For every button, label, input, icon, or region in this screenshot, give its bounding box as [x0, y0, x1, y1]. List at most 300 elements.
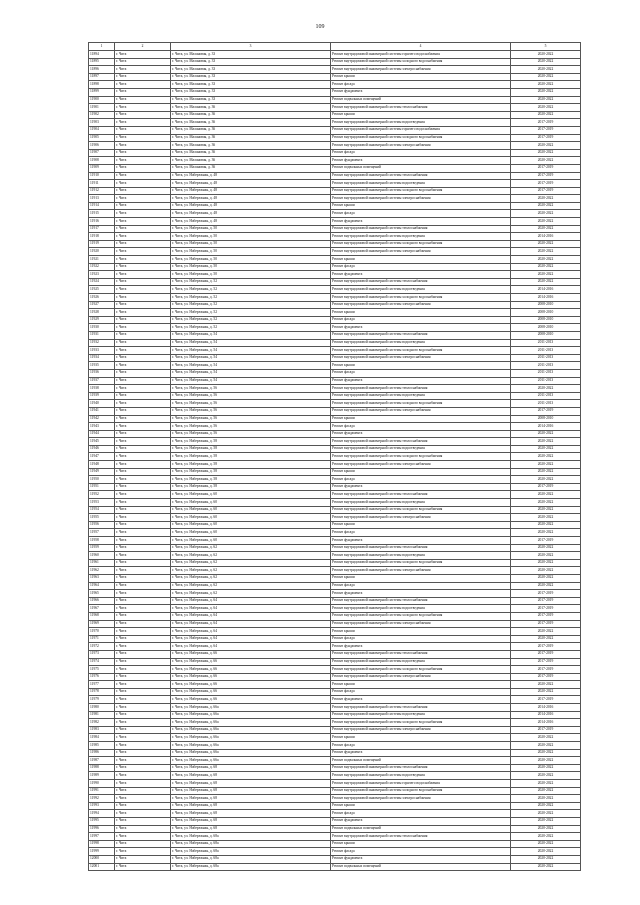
cell-period: 2020-2022 — [511, 476, 581, 484]
cell-work-type: Ремонт внутридомовой инженерной системы холодного водоснабжения — [331, 612, 511, 620]
cell-address: г. Чита, ул. Набережная, д. 56 — [171, 385, 331, 393]
cell-row-number: 11984 — [89, 734, 115, 742]
cell-settlement: г. Чита — [115, 825, 171, 833]
table-row — [89, 461, 581, 469]
cell-work-type: Ремонт фундамента — [331, 590, 511, 598]
cell-row-number: 11993 — [89, 802, 115, 810]
table-row — [89, 605, 581, 613]
cell-row-number: 11956 — [89, 521, 115, 529]
table-row — [89, 316, 581, 324]
cell-period: 2017-2019 — [511, 119, 581, 127]
table-row — [89, 476, 581, 484]
table-body — [89, 51, 581, 871]
table-row — [89, 149, 581, 157]
cell-address: г. Чита, ул. Набережная, д. 66а — [171, 711, 331, 719]
cell-period: 2020-2022 — [511, 491, 581, 499]
cell-work-type: Ремонт подвальных помещений — [331, 863, 511, 871]
cell-work-type: Ремонт фундамента — [331, 430, 511, 438]
cell-settlement: г. Чита — [115, 787, 171, 795]
cell-work-type: Ремонт внутридомовой инженерной системы электроснабжения — [331, 407, 511, 415]
cell-address: г. Чита, ул. Набережная, д. 68 — [171, 810, 331, 818]
cell-settlement: г. Чита — [115, 597, 171, 605]
cell-address: г. Чита, ул. Набережная, д. 60 — [171, 491, 331, 499]
cell-work-type: Ремонт внутридомовой инженерной системы водоотведения — [331, 119, 511, 127]
table-row — [89, 309, 581, 317]
cell-work-type: Ремонт крыши — [331, 202, 511, 210]
table-row — [89, 650, 581, 658]
cell-work-type: Ремонт внутридомовой инженерной системы электроснабжения — [331, 461, 511, 469]
cell-period: 2017-2019 — [511, 673, 581, 681]
cell-address: г. Чита, ул. Набережная, д. 64 — [171, 597, 331, 605]
table-row — [89, 369, 581, 377]
cell-work-type: Ремонт фундамента — [331, 855, 511, 863]
cell-settlement: г. Чита — [115, 719, 171, 727]
cell-address: г. Чита, ул. Набережная, д. 48 — [171, 202, 331, 210]
table-row — [89, 407, 581, 415]
cell-period: 2017-2019 — [511, 180, 581, 188]
cell-period: 2017-2019 — [511, 605, 581, 613]
cell-period: 2020-2022 — [511, 248, 581, 256]
cell-period: 2014-2016 — [511, 719, 581, 727]
cell-address: г. Чита, ул. Набережная, д. 54 — [171, 362, 331, 370]
table-row — [89, 225, 581, 233]
cell-settlement: г. Чита — [115, 491, 171, 499]
table-row — [89, 620, 581, 628]
cell-settlement: г. Чита — [115, 521, 171, 529]
column-header-1: 1 — [89, 43, 115, 51]
table-row — [89, 278, 581, 286]
cell-row-number: 11932 — [89, 339, 115, 347]
cell-settlement: г. Чита — [115, 605, 171, 613]
cell-work-type: Ремонт внутридомовой инженерной системы электроснабжения — [331, 66, 511, 74]
cell-row-number: 11931 — [89, 331, 115, 339]
cell-period: 2020-2022 — [511, 385, 581, 393]
cell-period: 2008-2010 — [511, 309, 581, 317]
cell-work-type: Ремонт фасада — [331, 423, 511, 431]
cell-work-type: Ремонт внутридомовой инженерной системы водоотведения — [331, 552, 511, 560]
cell-work-type: Ремонт фундамента — [331, 749, 511, 757]
cell-settlement: г. Чита — [115, 749, 171, 757]
table-row — [89, 483, 581, 491]
cell-work-type: Ремонт фасада — [331, 742, 511, 750]
cell-row-number: 11939 — [89, 392, 115, 400]
cell-address: г. Чита, ул. Набережная, д. 58 — [171, 476, 331, 484]
cell-row-number: 11933 — [89, 347, 115, 355]
table-row — [89, 66, 581, 74]
cell-address: г. Чита, ул. Набережная, д. 64 — [171, 620, 331, 628]
cell-work-type: Ремонт крыши — [331, 362, 511, 370]
cell-work-type: Ремонт фундамента — [331, 377, 511, 385]
cell-address: г. Чита, ул. Набережная, д. 62 — [171, 567, 331, 575]
cell-settlement: г. Чита — [115, 301, 171, 309]
cell-row-number: 11978 — [89, 688, 115, 696]
table-row — [89, 817, 581, 825]
table-row — [89, 233, 581, 241]
cell-row-number: 11961 — [89, 559, 115, 567]
cell-row-number: 11914 — [89, 202, 115, 210]
table-row — [89, 362, 581, 370]
cell-work-type: Ремонт фасада — [331, 210, 511, 218]
cell-address: г. Чита, ул. Набережная, д. 48 — [171, 172, 331, 180]
cell-period: 2014-2016 — [511, 294, 581, 302]
cell-settlement: г. Чита — [115, 628, 171, 636]
cell-settlement: г. Чита — [115, 126, 171, 134]
cell-work-type: Ремонт фундамента — [331, 271, 511, 279]
cell-settlement: г. Чита — [115, 294, 171, 302]
cell-work-type: Ремонт крыши — [331, 415, 511, 423]
cell-address: г. Чита, ул. Набережная, д. 52 — [171, 309, 331, 317]
cell-work-type: Ремонт внутридомовой инженерной системы теплоснабжения — [331, 278, 511, 286]
cell-work-type: Ремонт фасада — [331, 529, 511, 537]
cell-address: г. Чита, ул. Набережная, д. 56 — [171, 407, 331, 415]
cell-settlement: г. Чита — [115, 817, 171, 825]
cell-work-type: Ремонт внутридомовой инженерной системы холодного водоснабжения — [331, 719, 511, 727]
cell-period: 2011-2013 — [511, 362, 581, 370]
table-row — [89, 354, 581, 362]
cell-work-type: Ремонт фасада — [331, 848, 511, 856]
cell-row-number: 11936 — [89, 369, 115, 377]
cell-settlement: г. Чита — [115, 331, 171, 339]
cell-settlement: г. Чита — [115, 286, 171, 294]
cell-settlement: г. Чита — [115, 187, 171, 195]
cell-settlement: г. Чита — [115, 704, 171, 712]
cell-settlement: г. Чита — [115, 635, 171, 643]
table-row — [89, 719, 581, 727]
cell-row-number: 11960 — [89, 552, 115, 560]
cell-settlement: г. Чита — [115, 666, 171, 674]
cell-address: г. Чита, ул. Набережная, д. 52 — [171, 286, 331, 294]
cell-settlement: г. Чита — [115, 810, 171, 818]
table-row — [89, 491, 581, 499]
cell-period: 2008-2010 — [511, 415, 581, 423]
cell-address: г. Чита, ул. Набережная, д. 56 — [171, 415, 331, 423]
cell-row-number: 11897 — [89, 73, 115, 81]
cell-row-number: 11923 — [89, 271, 115, 279]
cell-row-number: 11968 — [89, 612, 115, 620]
cell-period: 2020-2022 — [511, 66, 581, 74]
cell-settlement: г. Чита — [115, 164, 171, 172]
cell-period: 2020-2022 — [511, 559, 581, 567]
cell-work-type: Ремонт внутридомовой инженерной системы электроснабжения — [331, 301, 511, 309]
cell-address: г. Чита, ул. Набережная, д. 68а — [171, 840, 331, 848]
cell-address: г. Чита, ул. Набережная, д. 60 — [171, 506, 331, 514]
table-row — [89, 711, 581, 719]
cell-period: 2017-2019 — [511, 164, 581, 172]
cell-period: 2020-2022 — [511, 73, 581, 81]
cell-row-number: 11929 — [89, 316, 115, 324]
cell-period: 2017-2019 — [511, 726, 581, 734]
cell-address: г. Чита, ул. Набережная, д. 66а — [171, 734, 331, 742]
table-row — [89, 157, 581, 165]
table-row — [89, 734, 581, 742]
table-row — [89, 863, 581, 871]
table-row — [89, 438, 581, 446]
cell-period: 2020-2022 — [511, 802, 581, 810]
column-header-3: 3 — [171, 43, 331, 51]
cell-period: 2014-2016 — [511, 233, 581, 241]
cell-period: 2014-2016 — [511, 711, 581, 719]
cell-address: г. Чита, ул. Набережная, д. 60 — [171, 514, 331, 522]
table-row — [89, 780, 581, 788]
cell-settlement: г. Чита — [115, 180, 171, 188]
cell-row-number: 11924 — [89, 278, 115, 286]
cell-address: г. Чита, ул. Набережная, д. 48 — [171, 195, 331, 203]
cell-work-type: Ремонт внутридомовой инженерной системы теплоснабжения — [331, 385, 511, 393]
cell-settlement: г. Чита — [115, 438, 171, 446]
cell-settlement: г. Чита — [115, 195, 171, 203]
table-row — [89, 73, 581, 81]
cell-settlement: г. Чита — [115, 157, 171, 165]
table-row — [89, 423, 581, 431]
cell-period: 2020-2022 — [511, 848, 581, 856]
cell-period: 2020-2022 — [511, 780, 581, 788]
cell-work-type: Ремонт фасада — [331, 263, 511, 271]
table-row — [89, 111, 581, 119]
cell-address: г. Чита, ул. Набережная, д. 50 — [171, 271, 331, 279]
cell-period: 2017-2019 — [511, 134, 581, 142]
cell-period: 2008-2010 — [511, 331, 581, 339]
cell-address: г. Чита, ул. Набережная, д. 48 — [171, 187, 331, 195]
cell-period: 2020-2022 — [511, 453, 581, 461]
column-header-2: 2 — [115, 43, 171, 51]
cell-row-number: 11926 — [89, 294, 115, 302]
cell-address: г. Чита, ул. Набережная, д. 66 — [171, 650, 331, 658]
cell-address: г. Чита, ул. Набережная, д. 66а — [171, 742, 331, 750]
cell-settlement: г. Чита — [115, 863, 171, 871]
cell-address: г. Чита, ул. Набережная, д. 54 — [171, 339, 331, 347]
table-row — [89, 218, 581, 226]
cell-row-number: 11957 — [89, 529, 115, 537]
cell-period: 2020-2022 — [511, 681, 581, 689]
cell-settlement: г. Чита — [115, 552, 171, 560]
cell-work-type: Ремонт внутридомовой инженерной системы теплоснабжения — [331, 172, 511, 180]
cell-address: г. Чита, ул. Малановая, д. 36 — [171, 134, 331, 142]
cell-work-type: Ремонт внутридомовой инженерной системы водоотведения — [331, 658, 511, 666]
cell-settlement: г. Чита — [115, 506, 171, 514]
cell-row-number: 11938 — [89, 385, 115, 393]
table-row — [89, 392, 581, 400]
table-row — [89, 757, 581, 765]
cell-settlement: г. Чита — [115, 377, 171, 385]
cell-address: г. Чита, ул. Малановая, д. 36 — [171, 111, 331, 119]
table-row — [89, 544, 581, 552]
cell-row-number: 11970 — [89, 628, 115, 636]
cell-address: г. Чита, ул. Малановая, д. 33 — [171, 96, 331, 104]
cell-work-type: Ремонт фундамента — [331, 537, 511, 545]
table-row — [89, 590, 581, 598]
cell-row-number: 12001 — [89, 863, 115, 871]
cell-address: г. Чита, ул. Набережная, д. 50 — [171, 263, 331, 271]
cell-work-type: Ремонт внутридомовой инженерной системы водоотведения — [331, 286, 511, 294]
cell-settlement: г. Чита — [115, 423, 171, 431]
cell-work-type: Ремонт внутридомовой инженерной системы водоотведения — [331, 339, 511, 347]
cell-address: г. Чита, ул. Набережная, д. 58 — [171, 453, 331, 461]
cell-settlement: г. Чита — [115, 567, 171, 575]
table-row — [89, 119, 581, 127]
cell-row-number: 11964 — [89, 582, 115, 590]
cell-row-number: 11942 — [89, 415, 115, 423]
cell-work-type: Ремонт крыши — [331, 309, 511, 317]
cell-period: 2020-2022 — [511, 271, 581, 279]
cell-address: г. Чита, ул. Набережная, д. 50 — [171, 256, 331, 264]
cell-work-type: Ремонт внутридомовой инженерной системы холодного водоснабжения — [331, 453, 511, 461]
cell-work-type: Ремонт фасада — [331, 81, 511, 89]
table-row — [89, 612, 581, 620]
cell-address: г. Чита, ул. Набережная, д. 62 — [171, 590, 331, 598]
cell-settlement: г. Чита — [115, 650, 171, 658]
cell-row-number: 11898 — [89, 81, 115, 89]
cell-work-type: Ремонт внутридомовой инженерной системы водоотведения — [331, 392, 511, 400]
cell-work-type: Ремонт внутридомовой инженерной системы теплоснабжения — [331, 704, 511, 712]
table-row — [89, 263, 581, 271]
cell-period: 2017-2019 — [511, 612, 581, 620]
cell-period: 2020-2022 — [511, 734, 581, 742]
cell-row-number: 11982 — [89, 719, 115, 727]
cell-settlement: г. Чита — [115, 210, 171, 218]
cell-row-number: 11895 — [89, 58, 115, 66]
cell-period: 2017-2019 — [511, 666, 581, 674]
table-row — [89, 855, 581, 863]
cell-period: 2020-2022 — [511, 757, 581, 765]
cell-address: г. Чита, ул. Малановая, д. 33 — [171, 81, 331, 89]
cell-work-type: Ремонт внутридомовой инженерной системы теплоснабжения — [331, 438, 511, 446]
table-row — [89, 453, 581, 461]
cell-work-type: Ремонт фасада — [331, 582, 511, 590]
cell-settlement: г. Чита — [115, 172, 171, 180]
cell-work-type: Ремонт внутридомовой инженерной системы горячего водоснабжения — [331, 51, 511, 59]
cell-row-number: 11915 — [89, 210, 115, 218]
cell-address: г. Чита, ул. Набережная, д. 66 — [171, 673, 331, 681]
cell-settlement: г. Чита — [115, 248, 171, 256]
cell-work-type: Ремонт внутридомовой инженерной системы холодного водоснабжения — [331, 187, 511, 195]
cell-row-number: 11947 — [89, 453, 115, 461]
cell-row-number: 11911 — [89, 180, 115, 188]
table-row — [89, 658, 581, 666]
cell-address: г. Чита, ул. Набережная, д. 60 — [171, 521, 331, 529]
cell-period: 2008-2010 — [511, 324, 581, 332]
cell-work-type: Ремонт внутридомовой инженерной системы холодного водоснабжения — [331, 58, 511, 66]
cell-row-number: 11948 — [89, 461, 115, 469]
cell-period: 2017-2019 — [511, 650, 581, 658]
table-row — [89, 248, 581, 256]
cell-work-type: Ремонт внутридомовой инженерной системы электроснабжения — [331, 795, 511, 803]
cell-work-type: Ремонт внутридомовой инженерной системы теплоснабжения — [331, 544, 511, 552]
cell-work-type: Ремонт внутридомовой инженерной системы водоотведения — [331, 772, 511, 780]
table-row — [89, 810, 581, 818]
cell-row-number: 11941 — [89, 407, 115, 415]
cell-row-number: 11983 — [89, 726, 115, 734]
cell-settlement: г. Чита — [115, 499, 171, 507]
cell-address: г. Чита, ул. Набережная, д. 68 — [171, 795, 331, 803]
cell-address: г. Чита, ул. Набережная, д. 66а — [171, 719, 331, 727]
cell-period: 2020-2022 — [511, 468, 581, 476]
cell-settlement: г. Чита — [115, 88, 171, 96]
cell-period: 2020-2022 — [511, 787, 581, 795]
cell-work-type: Ремонт фундамента — [331, 483, 511, 491]
cell-work-type: Ремонт крыши — [331, 681, 511, 689]
cell-period: 2020-2022 — [511, 825, 581, 833]
table-row — [89, 666, 581, 674]
cell-period: 2020-2022 — [511, 104, 581, 112]
cell-period: 2017-2019 — [511, 696, 581, 704]
cell-settlement: г. Чита — [115, 780, 171, 788]
cell-row-number: 11900 — [89, 96, 115, 104]
cell-settlement: г. Чита — [115, 582, 171, 590]
cell-settlement: г. Чита — [115, 529, 171, 537]
table-row — [89, 559, 581, 567]
table-row — [89, 840, 581, 848]
cell-row-number: 11965 — [89, 590, 115, 598]
cell-settlement: г. Чита — [115, 407, 171, 415]
cell-period: 2020-2022 — [511, 218, 581, 226]
cell-row-number: 11950 — [89, 476, 115, 484]
cell-address: г. Чита, ул. Набережная, д. 56 — [171, 423, 331, 431]
cell-row-number: 11980 — [89, 704, 115, 712]
cell-address: г. Чита, ул. Набережная, д. 64 — [171, 612, 331, 620]
cell-address: г. Чита, ул. Набережная, д. 50 — [171, 240, 331, 248]
cell-work-type: Ремонт внутридомовой инженерной системы электроснабжения — [331, 195, 511, 203]
cell-settlement: г. Чита — [115, 430, 171, 438]
cell-row-number: 11905 — [89, 134, 115, 142]
cell-row-number: 11953 — [89, 499, 115, 507]
cell-row-number: 11901 — [89, 104, 115, 112]
cell-settlement: г. Чита — [115, 202, 171, 210]
cell-address: г. Чита, ул. Малановая, д. 33 — [171, 58, 331, 66]
table-row — [89, 96, 581, 104]
cell-settlement: г. Чита — [115, 612, 171, 620]
cell-work-type: Ремонт внутридомовой инженерной системы электроснабжения — [331, 673, 511, 681]
table-row — [89, 696, 581, 704]
cell-settlement: г. Чита — [115, 742, 171, 750]
cell-settlement: г. Чита — [115, 233, 171, 241]
cell-period: 2020-2022 — [511, 438, 581, 446]
cell-settlement: г. Чита — [115, 339, 171, 347]
cell-period: 2014-2016 — [511, 423, 581, 431]
cell-settlement: г. Чита — [115, 772, 171, 780]
table-row — [89, 499, 581, 507]
cell-settlement: г. Чита — [115, 681, 171, 689]
cell-work-type: Ремонт крыши — [331, 734, 511, 742]
cell-settlement: г. Чита — [115, 309, 171, 317]
table-row — [89, 172, 581, 180]
cell-period: 2020-2022 — [511, 840, 581, 848]
cell-period: 2020-2022 — [511, 582, 581, 590]
cell-row-number: 11896 — [89, 66, 115, 74]
cell-work-type: Ремонт крыши — [331, 574, 511, 582]
cell-address: г. Чита, ул. Малановая, д. 33 — [171, 51, 331, 59]
cell-period: 2020-2022 — [511, 817, 581, 825]
table-row — [89, 180, 581, 188]
cell-address: г. Чита, ул. Набережная, д. 68а — [171, 855, 331, 863]
cell-row-number: 11921 — [89, 256, 115, 264]
cell-row-number: 11974 — [89, 658, 115, 666]
cell-period: 2020-2022 — [511, 772, 581, 780]
cell-row-number: 11937 — [89, 377, 115, 385]
cell-address: г. Чита, ул. Набережная, д. 62 — [171, 582, 331, 590]
cell-period: 2014-2016 — [511, 704, 581, 712]
cell-row-number: 11934 — [89, 354, 115, 362]
table-row — [89, 142, 581, 150]
cell-work-type: Ремонт внутридомовой инженерной системы электроснабжения — [331, 620, 511, 628]
cell-work-type: Ремонт внутридомовой инженерной системы теплоснабжения — [331, 597, 511, 605]
cell-period: 2020-2022 — [511, 544, 581, 552]
cell-address: г. Чита, ул. Набережная, д. 68а — [171, 848, 331, 856]
cell-period: 2017-2019 — [511, 590, 581, 598]
table-row — [89, 825, 581, 833]
cell-row-number: 11906 — [89, 142, 115, 150]
cell-address: г. Чита, ул. Набережная, д. 48 — [171, 210, 331, 218]
cell-address: г. Чита, ул. Набережная, д. 50 — [171, 248, 331, 256]
